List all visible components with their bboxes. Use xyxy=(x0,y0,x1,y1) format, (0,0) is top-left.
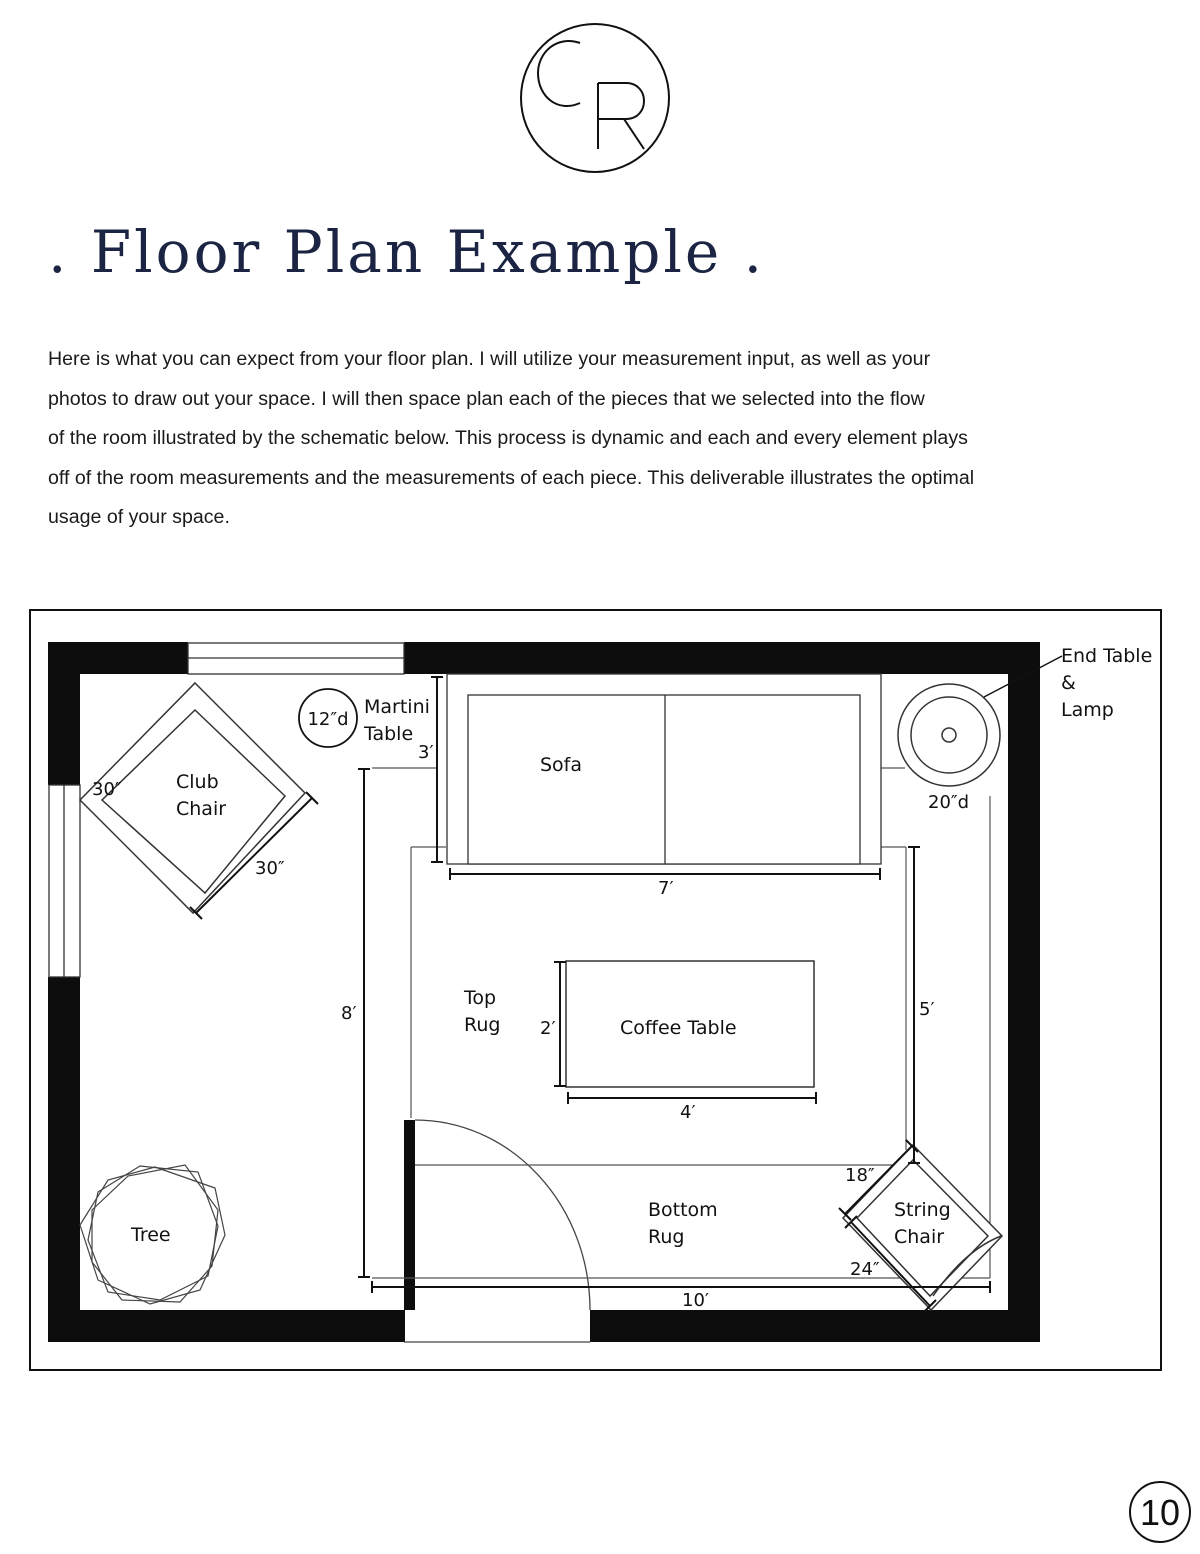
martini-table-size-label: 12″d xyxy=(307,709,349,730)
string-chair-label: String Chair xyxy=(894,1199,951,1248)
club-chair-width-label: 30″ xyxy=(255,858,285,879)
martini-table-label: Martini Table xyxy=(364,696,430,745)
cr-monogram-logo xyxy=(518,21,672,175)
left-window xyxy=(49,785,80,977)
intro-line: usage of your space. xyxy=(48,506,230,529)
string-chair-width-label: 24″ xyxy=(850,1259,880,1280)
bottom-rug-depth-dimension xyxy=(358,769,370,1277)
sofa-depth-dimension xyxy=(431,677,443,862)
intro-line: of the room illustrated by the schematic below. This process is dynamic and each and every element plays xyxy=(48,427,968,450)
sofa xyxy=(447,674,881,864)
bottom-rug-label: Bottom Rug xyxy=(648,1199,718,1248)
sofa-width-label: 7′ xyxy=(658,878,674,899)
bottom-rug-width-label: 10′ xyxy=(682,1290,709,1311)
coffee-table-label: Coffee Table xyxy=(620,1017,737,1039)
intro-line: Here is what you can expect from your floor plan. I will utilize your measurement input, as well as your xyxy=(48,348,931,370)
sofa-label: Sofa xyxy=(540,754,583,776)
bottom-rug-width-dimension xyxy=(372,1281,990,1293)
sofa-depth-label: 3′ xyxy=(418,742,434,763)
end-table-label: End Table & Lamp xyxy=(1061,645,1153,721)
club-chair-depth-label: 30″ xyxy=(92,779,122,800)
floor-plan-diagram xyxy=(0,600,1200,1380)
coffee-table-depth-dimension xyxy=(554,962,566,1086)
coffee-table-width-label: 4′ xyxy=(680,1102,696,1123)
coffee-table-depth-label: 2′ xyxy=(540,1018,556,1039)
club-chair-label: Club Chair xyxy=(176,771,227,820)
page-number: 10 xyxy=(1139,1492,1181,1533)
bottom-rug-depth-label: 8′ xyxy=(341,1003,357,1024)
intro-line: off of the room measurements and the measurements of each piece. This deliverable illustrates the optimal xyxy=(48,466,975,489)
page-number-badge xyxy=(1128,1480,1192,1544)
top-rug-depth-label: 5′ xyxy=(919,999,935,1020)
end-table-lamp xyxy=(898,684,1000,786)
top-window xyxy=(188,643,404,674)
string-chair-depth-label: 18″ xyxy=(845,1165,875,1186)
intro-line: photos to draw out your space. I will then space plan each of the pieces that we selected into the flow xyxy=(48,387,925,410)
intro-paragraph xyxy=(48,340,1163,538)
entry-door xyxy=(404,1120,590,1342)
top-rug-label: Top Rug xyxy=(464,987,501,1036)
end-table-size-label: 20″d xyxy=(928,792,970,813)
page-title: . Floor Plan Example . xyxy=(48,218,766,286)
tree-label: Tree xyxy=(131,1224,171,1246)
